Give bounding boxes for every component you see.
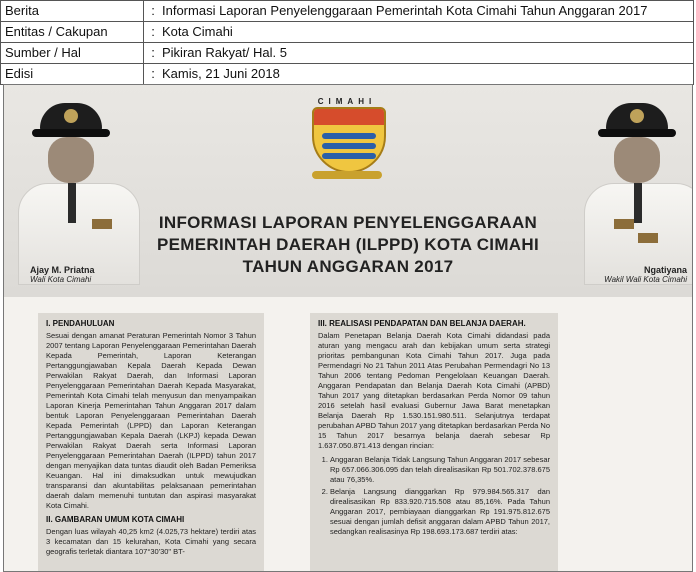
meta-row-sumber: [1, 43, 694, 64]
list-item: 1. Anggaran Belanja Tidak Langsung Tahun Anggaran 2017 sebesar Rp 657.066.306.095 dan telah direalisasikan Rp 501.702.378.675 atau 76,35%.: [330, 455, 550, 485]
section-heading-pendahuluan: I. PENDAHULUAN: [46, 319, 115, 328]
meta-separator: :: [144, 43, 159, 64]
headline-line-2: PEMERINTAH DAERAH (ILPPD) KOTA CIMAHI: [157, 235, 539, 254]
paragraph-gambaran-umum: Dengan luas wilayah 40,25 km2 (4.025,73 hektare) terdiri atas 3 kecamatan dan 15 kelurahan, Kota Cimahi yang secara geografis terletak diantara 107°30'30" BT-: [46, 527, 256, 556]
meta-label: Sumber / Hal: [1, 43, 144, 64]
paragraph-pendahuluan: Sesuai dengan amanat Peraturan Pemerintah Nomor 3 Tahun 2007 tentang Laporan Penyelenggaraan Pemerintahan Daerah Kepada Pemerintah, Laporan Keterangan Pertanggungjawaban Kepala Daerah Kepada Dewan Perwakilan Rakyat Daerah, dan Informasi Laporan Penyelenggaraan Pemerintahan Daerah Kepada Masyarakat, Pemerintah Kota Cimahi telah menyusun dan menyampaikan Laporan Kinerja Pemerintahan Tahun Anggaran 2017 dalam bentuk Laporan Penyelenggaraan Pemerintahan Daerah Kepada Pemerintah (LPPD) dan Laporan Keterangan Pertanggungjawaban Kepala Daerah (LKPJ) kepada Dewan Perwakilan Rakyat Daerah serta Informasi Laporan Penyelenggaraan Pemerintahan Daerah (ILPPD) tahun 2017 dengan menyajikan data tuntas diaudit oleh Badan Pemeriksa Keuangan. Hal ini dimaksudkan untuk mewujudkan transparansi dan akuntabilitas pelaksanaan pemerintahan daerah dalam memenuhi tuntutan dan aspirasi masyarakat Kota Cimahi.: [46, 331, 256, 510]
clipping-banner: [4, 85, 692, 297]
newspaper-clipping: [3, 84, 693, 572]
meta-separator: :: [144, 64, 159, 85]
article-column-left: [38, 313, 264, 572]
vice-mayor-caption: [591, 265, 687, 284]
mayor-name: Ajay M. Priatna: [30, 265, 95, 275]
meta-label: Edisi: [1, 64, 144, 85]
headline-line-1: INFORMASI LAPORAN PENYELENGGARAAN: [158, 213, 538, 232]
portrait-vice-mayor: [584, 99, 693, 279]
meta-row-edisi: [1, 64, 694, 85]
meta-value: Pikiran Rakyat/ Hal. 5: [158, 43, 694, 64]
list-item: 2. Belanja Langsung dianggarkan Rp 979.984.565.317 dan direalisasikan Rp 833.920.715.508 atau 85,16%. Pada Tahun Anggaran 2017, pembiayaan dianggarkan Rp 191.975.812.675 sesuai dengan jumlah defisit anggaran dalam APBD Tahun 2017, sedangkan realisasinya Rp 198.693.173.687 terdiri atas:: [330, 487, 550, 537]
meta-value: Kamis, 21 Juni 2018: [158, 64, 694, 85]
emblem-text: CIMAHI: [317, 97, 377, 106]
vice-mayor-title: Wakil Wali Kota Cimahi: [604, 275, 687, 284]
vice-mayor-name: Ngatiyana: [643, 265, 687, 275]
meta-value: Informasi Laporan Penyelenggaraan Pemerintah Kota Cimahi Tahun Anggaran 2017: [158, 1, 694, 22]
meta-separator: :: [144, 1, 159, 22]
mayor-caption: [30, 265, 95, 284]
meta-row-entitas: [1, 22, 694, 43]
meta-label: Entitas / Cakupan: [1, 22, 144, 43]
paragraph-realisasi: Dalam Penetapan Belanja Daerah Kota Cimahi didandasi pada aturan yang mengacu arah dan kebijakan umum serta strategi prioritas pembangunan Kota Cimahi Tahun 2017. Juga pada Permendagri No 21 Tahun 2011 Atas Perubahan Permendagri No 13 Tahun 2006 tentang Pedoman Pengelolaan Keuangan Daerah. Anggaran Pendapatan dan Belanja Daerah Kota Cimahi (APBD) Tahun 2017 yang ditetapkan berdasarkan Perda Nomor 09 tahun 2016 setelah hasil evaluasi Gubernur Jawa Barat menetapkan Belanja Daerah Rp 1.530.151.980.511. Selanjutnya terdapat perubahan APBD Tahun 2017 yang ditetapkan berdasarkan Perda No 15 Tahun 2017 besarnya belanja daerah sebesar Rp 1.637.050.871.413 dengan rincian:: [318, 331, 550, 450]
budget-list: [318, 455, 550, 537]
article-column-right: [310, 313, 558, 572]
meta-label: Berita: [1, 1, 144, 22]
cap-badge-icon: [64, 109, 78, 123]
mayor-title: Wali Kota Cimahi: [30, 275, 92, 284]
meta-separator: :: [144, 22, 159, 43]
section-heading-gambaran-umum: II. GAMBARAN UMUM KOTA CIMAHI: [46, 515, 185, 524]
metadata-table: [0, 0, 694, 85]
section-heading-realisasi: III. REALISASI PENDAPATAN DAN BELANJA DAERAH.: [318, 319, 526, 328]
meta-row-berita: [1, 1, 694, 22]
cap-badge-icon: [630, 109, 644, 123]
cimahi-emblem-icon: [306, 97, 388, 187]
meta-value: Kota Cimahi: [158, 22, 694, 43]
headline-line-3: TAHUN ANGGARAN 2017: [242, 257, 454, 276]
